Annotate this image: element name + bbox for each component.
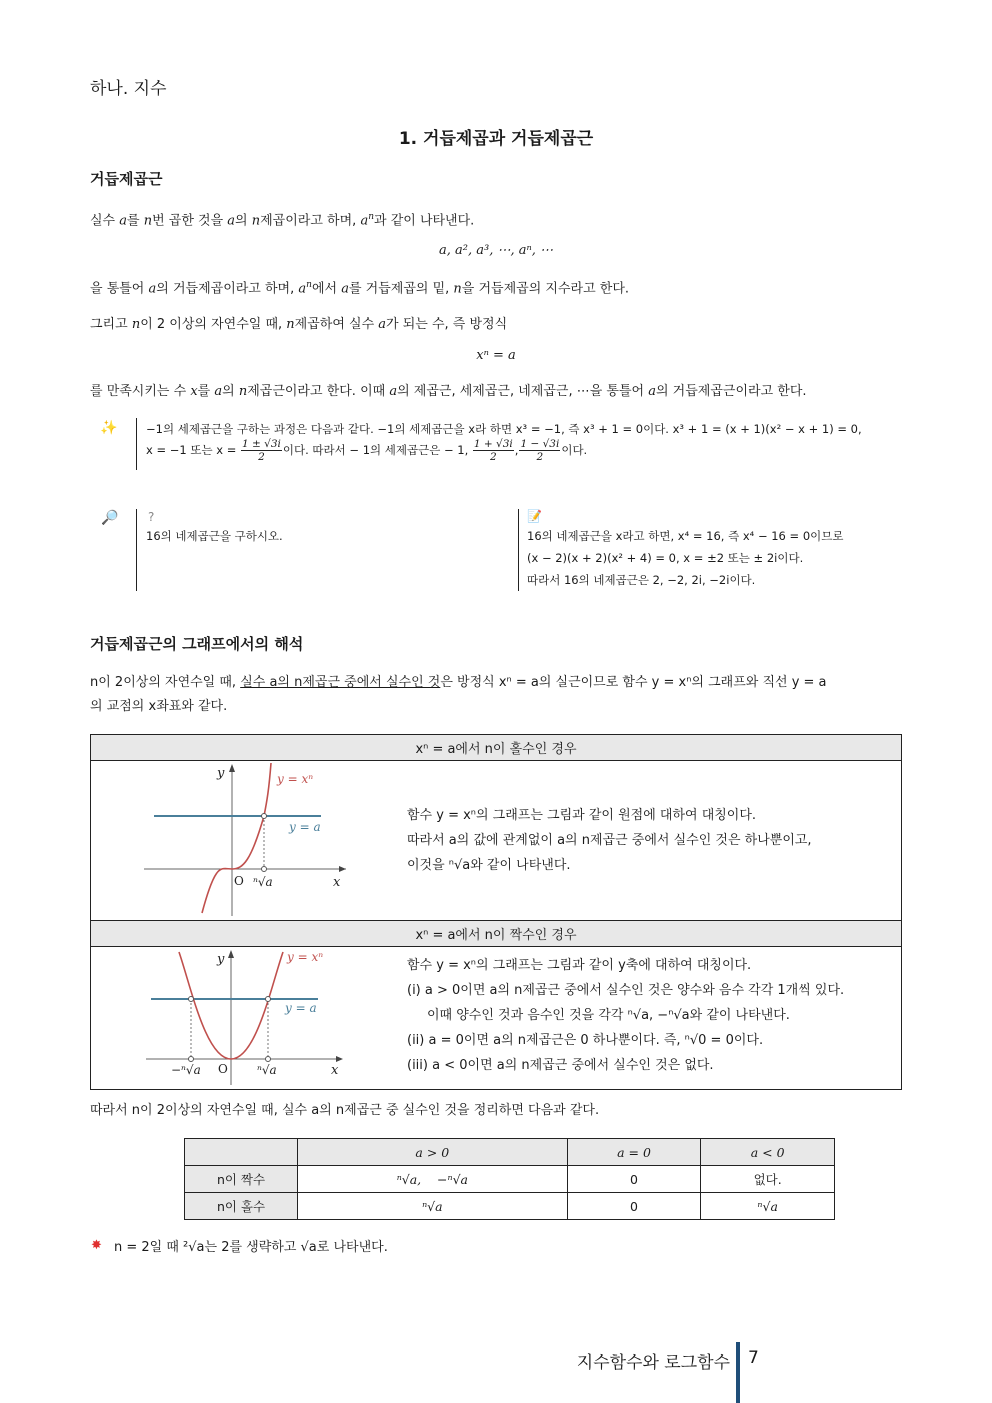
- summary-cell: ⁿ√a: [701, 1193, 835, 1220]
- chapter-label: 하나. 지수: [90, 79, 167, 99]
- paragraph-graph-interpretation: n이 2이상의 자연수일 때, 실수 a의 n제곱근 중에서 실수인 것은 방정식 xⁿ = a의 실근이므로 함수 y = xⁿ의 그래프와 직선 y = a 의 교점의 x좌표와 같다.: [90, 675, 827, 714]
- summary-cell: 0: [567, 1193, 701, 1220]
- svg-text:ⁿ√a: ⁿ√a: [257, 1063, 277, 1077]
- summary-row-label: n이 짝수: [185, 1166, 298, 1193]
- summary-cell: ⁿ√a, −ⁿ√a: [298, 1166, 568, 1193]
- equation-xn-equals-a: xⁿ = a: [476, 348, 516, 363]
- answer-line-1: 16의 네제곱근을 x라고 하면, x⁴ = 16, 즉 x⁴ − 16 = 0이므로: [527, 529, 844, 543]
- summary-header-negative: a < 0: [701, 1139, 835, 1166]
- even-power-graph: [91, 947, 391, 1085]
- subsection-title-roots: 거듭제곱근: [90, 170, 163, 188]
- pencil-note-icon: 📝: [527, 509, 542, 523]
- even-graph-cell: [91, 947, 392, 1090]
- svg-text:y: y: [217, 766, 225, 781]
- answer-divider: [518, 509, 519, 591]
- odd-line-2: 따라서 a의 값에 관계없이 a의 n제곱근 중에서 실수인 것은 하나뿐이고,: [407, 833, 812, 848]
- even-line-5: (iii) a < 0이면 a의 n제곱근 중에서 실수인 것은 없다.: [407, 1058, 714, 1073]
- svg-text:x: x: [331, 1063, 339, 1078]
- note-divider: [136, 418, 137, 470]
- odd-power-graph: [91, 761, 391, 916]
- underlined-phrase: 실수 a의 n제곱근 중에서 실수인 것: [240, 675, 441, 690]
- paragraph-nth-root-intro: 그리고 n이 2 이상의 자연수일 때, n제곱하여 실수 a가 되는 수, 즉 방정식: [90, 317, 508, 332]
- question-mark-icon: ?: [148, 510, 155, 524]
- odd-case-text: [391, 761, 902, 921]
- paragraph-nth-root-def: 를 만족시키는 수 x를 a의 n제곱근이라고 한다. 이때 a의 제곱근, 세제곱근, 네제곱근, ⋯을 통틀어 a의 거듭제곱근이라고 한다.: [90, 384, 807, 399]
- svg-text:x: x: [333, 875, 341, 890]
- summary-table: [184, 1138, 835, 1220]
- odd-case-header: xⁿ = a에서 n이 홀수인 경우: [91, 735, 902, 761]
- section-title: 1. 거듭제곱과 거듭제곱근: [398, 129, 594, 149]
- even-line-1: 함수 y = xⁿ의 그래프는 그림과 같이 y축에 대하여 대칭이다.: [407, 958, 752, 973]
- note-line-2: x = −1 또는 x = $\frac{1 \pm √3i}{2}$ 이다. 따라서 − 1의 세제곱근은 − 1, $\frac{1 + √3i}{2}$ , $\frac{1 - √3i}{2}$ 이다.: [146, 438, 588, 463]
- magnifier-icon: 🔎: [101, 510, 119, 526]
- svg-text:O: O: [218, 1062, 228, 1076]
- burst-icon: ✸: [91, 1238, 102, 1253]
- svg-text:y = a: y = a: [289, 820, 321, 834]
- summary-header-zero: a = 0: [567, 1139, 701, 1166]
- summary-header-positive: a > 0: [298, 1139, 568, 1166]
- summary-header-row: [185, 1139, 835, 1166]
- svg-text:ⁿ√a: ⁿ√a: [253, 875, 273, 889]
- summary-row-odd: [185, 1193, 835, 1220]
- odd-line-3: 이것을 ⁿ√a와 같이 나타낸다.: [407, 858, 571, 873]
- note-cube-root-example: [146, 418, 906, 463]
- svg-text:O: O: [234, 874, 244, 888]
- even-line-4: (ii) a = 0이면 a의 n제곱근은 0 하나뿐이다. 즉, ⁿ√0 = 0이다.: [407, 1033, 764, 1048]
- summary-row-label: n이 홀수: [185, 1193, 298, 1220]
- sequence-expression: a, a², a³, ⋯, aⁿ, ⋯: [438, 243, 554, 258]
- footer-divider: [736, 1342, 740, 1403]
- note-line-1: −1의 세제곱근을 구하는 과정은 다음과 같다. −1의 세제곱근을 x라 하면 x³ = −1, 즉 x³ + 1 = 0이다. x³ + 1 = (x + 1)(x² − x + 1) = 0,: [146, 422, 862, 436]
- odd-graph-cell: [91, 761, 392, 921]
- summary-cell: 없다.: [701, 1166, 835, 1193]
- svg-text:y = a: y = a: [285, 1001, 317, 1015]
- question-divider: [136, 509, 137, 591]
- even-line-3: 이때 양수인 것과 음수인 것을 각각 ⁿ√a, −ⁿ√a와 같이 나타낸다.: [427, 1008, 790, 1023]
- page-number: 7: [748, 1348, 759, 1368]
- cases-table: [90, 734, 902, 1090]
- answer-line-2: (x − 2)(x + 2)(x² + 4) = 0, x = ±2 또는 ± 2i이다.: [527, 551, 804, 565]
- summary-cell: 0: [567, 1166, 701, 1193]
- example-question: 16의 네제곱근을 구하시오.: [146, 529, 283, 543]
- paragraph-definition: 실수 a를 n번 곱한 것을 a의 n제곱이라고 하며, $a^n$과 같이 나타낸다.: [90, 212, 475, 229]
- tip-square-root: n = 2일 때 ²√a는 2를 생략하고 √a로 나타낸다.: [114, 1240, 388, 1255]
- svg-text:y = xⁿ: y = xⁿ: [287, 950, 324, 964]
- even-case-text: [391, 947, 902, 1090]
- subsection-title-graph: 거듭제곱근의 그래프에서의 해석: [90, 635, 304, 653]
- example-answer: [527, 525, 843, 591]
- summary-header-blank: [185, 1139, 298, 1166]
- svg-text:y = xⁿ: y = xⁿ: [277, 772, 314, 786]
- summary-row-even: [185, 1166, 835, 1193]
- odd-line-1: 함수 y = xⁿ의 그래프는 그림과 같이 원점에 대하여 대칭이다.: [407, 808, 757, 823]
- svg-text:−ⁿ√a: −ⁿ√a: [171, 1063, 201, 1077]
- paragraph-base-exponent: 을 통틀어 a의 거듭제곱이라고 하며, $a^n$에서 a를 거듭제곱의 밑, n을 거듭제곱의 지수라고 한다.: [90, 280, 630, 297]
- svg-text:y: y: [217, 952, 225, 967]
- even-line-2: (i) a > 0이면 a의 n제곱근 중에서 실수인 것은 양수와 음수 각각 1개씩 있다.: [407, 983, 845, 998]
- summary-intro: 따라서 n이 2이상의 자연수일 때, 실수 a의 n제곱근 중 실수인 것을 정리하면 다음과 같다.: [90, 1103, 600, 1118]
- sparkle-icon: ✨: [100, 420, 118, 436]
- summary-cell: ⁿ√a: [298, 1193, 568, 1220]
- even-case-header: xⁿ = a에서 n이 짝수인 경우: [91, 921, 902, 947]
- footer-title: 지수함수와 로그함수: [576, 1353, 730, 1373]
- answer-line-3: 따라서 16의 네제곱근은 2, −2, 2i, −2i이다.: [527, 573, 756, 587]
